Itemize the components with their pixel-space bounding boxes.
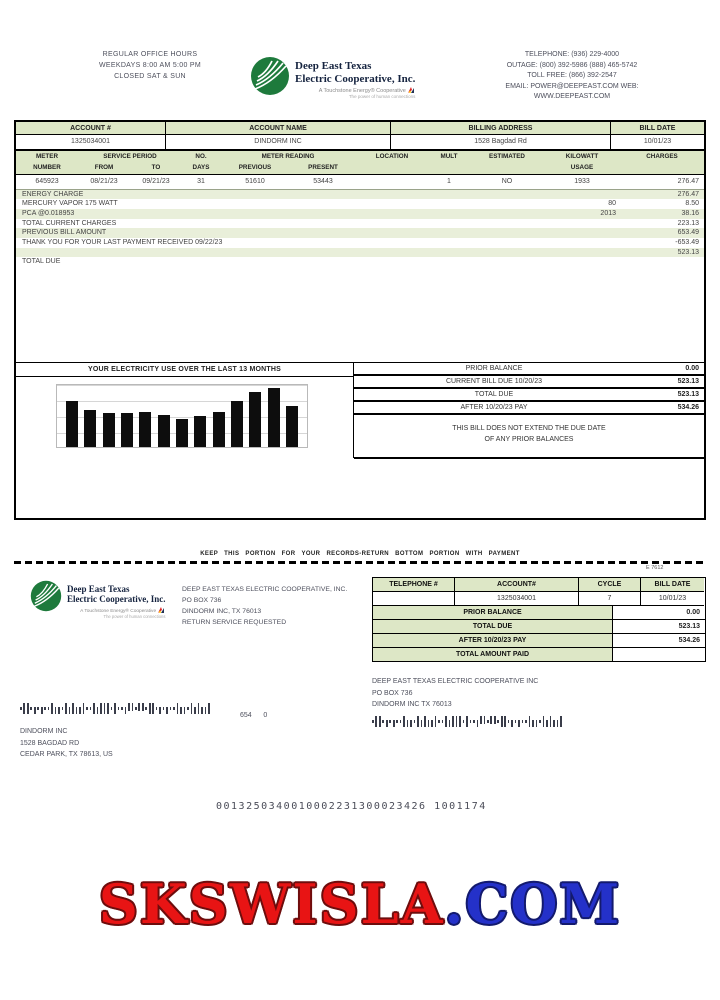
- charge-row-total-due: [16, 257, 704, 267]
- stub-return-line: PO BOX 736: [182, 596, 222, 604]
- account-name-value: DINDORM INC: [166, 135, 391, 151]
- charge-amount: 276.47: [677, 190, 699, 198]
- service-to-value: 09/21/23: [142, 177, 170, 185]
- meter-number-value: 645923: [35, 177, 59, 185]
- stub-account-header: ACCOUNT#: [455, 578, 579, 592]
- charge-label: THANK YOU FOR YOUR LAST PAYMENT RECEIVED 09/22/23: [22, 238, 223, 246]
- company-logo: [250, 56, 415, 99]
- usage-bar: [84, 410, 96, 447]
- usage-chart-area: [16, 377, 353, 457]
- watermark: [0, 872, 720, 936]
- previous-reading-value: 51610: [245, 177, 265, 185]
- chart-and-summary-band: [16, 362, 704, 458]
- billing-address-value: 1528 Bagdad Rd: [391, 135, 611, 151]
- account-name-header: ACCOUNT NAME: [166, 122, 391, 135]
- stub-logo-line1: Deep East Texas: [67, 584, 130, 594]
- logo-text: [295, 56, 415, 99]
- contact-block: [438, 50, 706, 103]
- stub-row-value: [613, 648, 705, 661]
- meter-reading-header: METER READING: [261, 152, 315, 160]
- stub-row-value: 534.26: [678, 637, 700, 644]
- summary-row-total-due: [354, 389, 704, 402]
- meter-charges-value: 276.47: [677, 177, 699, 185]
- charge-amount: 38.16: [681, 209, 699, 217]
- mult-header: MULT: [440, 152, 458, 160]
- stub-table-value-row: [373, 592, 705, 606]
- charge-label: PCA @0.018953: [22, 209, 75, 217]
- summary-label: CURRENT BILL DUE 10/20/23: [445, 378, 543, 385]
- charge-label: ENERGY CHARGE: [22, 190, 84, 198]
- stub-table-header-row: [373, 578, 705, 592]
- usage-bar: [286, 406, 298, 447]
- present-reading-value: 53443: [313, 177, 333, 185]
- usage-bar: [103, 413, 115, 447]
- stub-logo-tagline-text: A Touchstone Energy® Cooperative: [80, 608, 157, 614]
- no-days-header: NO.: [195, 152, 207, 160]
- meter-number-header2: NUMBER: [33, 163, 61, 171]
- meter-number-header: METER: [35, 152, 59, 160]
- charge-row-last-payment: [16, 238, 704, 248]
- stub-row-total-due: [373, 620, 705, 634]
- watermark-name: SKSWISLA: [98, 872, 445, 936]
- office-hours-line: WEEKDAYS 8:00 AM 5:00 PM: [99, 61, 201, 69]
- usage-bar: [121, 413, 133, 447]
- charge-row-mercury-vapor: [16, 199, 704, 209]
- usage-bar: [139, 412, 151, 447]
- stub-row-after-due: [373, 634, 705, 648]
- logo-line1: Deep East Texas: [295, 60, 372, 72]
- charge-label: TOTAL CURRENT CHARGES: [22, 219, 117, 227]
- usage-bar: [176, 419, 188, 447]
- contact-line-telephone: TELEPHONE: (936) 229-4000: [524, 51, 620, 58]
- logo-globe-icon: [250, 56, 290, 96]
- contact-line-tollfree: TOLL FREE: (866) 392-2547: [527, 72, 617, 79]
- kilowatt-usage-value: 1933: [574, 177, 590, 185]
- account-number-header: ACCOUNT #: [16, 122, 166, 135]
- stub-logo-tagline2: The power of human connections: [103, 613, 166, 619]
- stub-row-amount-paid: [373, 648, 705, 661]
- to-header: TO: [151, 163, 161, 171]
- meter-value-row: [16, 175, 704, 190]
- stub-row-prior-balance: [373, 606, 705, 620]
- intelligent-mail-barcode: [372, 716, 564, 727]
- remit-to-line: PO BOX 736: [372, 689, 413, 697]
- charge-usage: 2013: [600, 209, 616, 217]
- stub-return-address-block: [182, 585, 347, 629]
- tear-off-dashed-line: [14, 561, 706, 564]
- summary-value: 523.13: [677, 378, 699, 385]
- usage-bar: [231, 401, 243, 447]
- charge-amount: 523.13: [677, 248, 699, 256]
- kilowatt-usage-header: KILOWATT: [565, 152, 599, 160]
- summary-value: 0.00: [685, 365, 699, 372]
- estimated-value: NO: [501, 177, 513, 185]
- stub-logo-tagline: [67, 607, 165, 614]
- touchstone-energy-icon: [157, 607, 165, 614]
- stub-row-value: 523.13: [678, 623, 700, 630]
- logo-tagline-text: A Touchstone Energy® Cooperative: [318, 88, 406, 95]
- bill-table: [14, 120, 706, 520]
- charge-label: TOTAL DUE: [22, 258, 61, 266]
- contact-line-web: WWW.DEEPEAST.COM: [533, 93, 611, 100]
- stub-row-label: AFTER 10/20/23 PAY: [373, 634, 613, 647]
- customer-mailing-address: [20, 726, 113, 761]
- due-date-note-line2: OF ANY PRIOR BALANCES: [484, 435, 574, 443]
- charge-label: PREVIOUS BILL AMOUNT: [22, 229, 107, 237]
- office-hours-block: [55, 50, 245, 83]
- usage-bar: [268, 388, 280, 447]
- office-hours-line: CLOSED SAT & SUN: [114, 72, 186, 80]
- ocr-scan-line: 0013250340010002231300023426 1001174: [216, 801, 487, 812]
- stub-payment-table: [372, 577, 706, 662]
- charge-row-energy: [16, 190, 704, 200]
- mult-value: 1: [447, 177, 451, 185]
- usage-chart-cell: [16, 363, 354, 458]
- watermark-tld: .COM: [444, 872, 622, 936]
- stub-row-value: 0.00: [686, 609, 700, 616]
- stub-row-label: PRIOR BALANCE: [373, 606, 613, 619]
- stub-logo-text: [67, 580, 165, 619]
- billing-address-header: BILLING ADDRESS: [391, 122, 611, 135]
- usage-bar: [158, 415, 170, 447]
- estimated-header: ESTIMATED: [489, 152, 525, 160]
- service-from-value: 08/21/23: [90, 177, 118, 185]
- account-value-row: [16, 135, 704, 151]
- balance-summary-cell: [354, 363, 704, 458]
- charge-row-total-current: [16, 219, 704, 229]
- stub-telephone-header: TELEPHONE #: [373, 578, 455, 592]
- present-header: PRESENT: [308, 163, 338, 171]
- charge-amount: 223.13: [677, 219, 699, 227]
- usage-bar: [213, 412, 225, 447]
- mail-endorsement-code: 654 0: [240, 712, 268, 719]
- intelligent-mail-barcode: [20, 703, 212, 714]
- charge-row-subtotal: [16, 248, 704, 258]
- stub-bill-date-value: 10/01/23: [641, 592, 704, 606]
- account-number-value: 1325034001: [16, 135, 166, 151]
- office-hours-line: REGULAR OFFICE HOURS: [102, 51, 198, 58]
- summary-row-after-due-date: [354, 402, 704, 415]
- stub-row-label: TOTAL AMOUNT PAID: [373, 648, 613, 661]
- stub-return-line: RETURN SERVICE REQUESTED: [182, 618, 287, 626]
- from-header: FROM: [94, 163, 114, 171]
- location-header: LOCATION: [375, 152, 409, 160]
- stub-form-code: E 7612: [646, 565, 664, 571]
- usage-bar: [194, 416, 206, 447]
- stub-cycle-value: 7: [579, 592, 641, 606]
- logo-line2: Electric Cooperative, Inc.: [295, 72, 416, 85]
- stub-cycle-header: CYCLE: [579, 578, 641, 592]
- location-value: [356, 178, 428, 185]
- kilowatt-usage-header2: USAGE: [570, 163, 594, 171]
- due-date-note: [354, 415, 704, 459]
- bill-date-header: BILL DATE: [611, 122, 704, 135]
- usage-bar: [249, 392, 261, 447]
- stub-return-line: DEEP EAST TEXAS ELECTRIC COOPERATIVE, INC.: [182, 586, 348, 593]
- stub-telephone-value: [373, 592, 455, 606]
- charge-row-previous-bill: [16, 228, 704, 238]
- logo-tagline2: The power of human connections: [348, 94, 416, 100]
- usage-bars: [56, 384, 308, 448]
- summary-label: AFTER 10/20/23 PAY: [460, 404, 528, 411]
- summary-value: 534.26: [677, 404, 699, 411]
- no-days-value: 31: [197, 177, 205, 185]
- charge-usage: 80: [608, 200, 616, 208]
- previous-header: PREVIOUS: [238, 163, 272, 171]
- summary-row-current-bill-due: [354, 376, 704, 389]
- charges-header: CHARGES: [646, 152, 678, 160]
- account-header-row: [16, 122, 704, 135]
- contact-line-email: EMAIL: POWER@DEEPEAST.COM WEB:: [505, 82, 639, 90]
- remit-to-address-block: [372, 676, 538, 711]
- stub-return-line: DINDORM INC, TX 76013: [182, 607, 262, 615]
- remit-to-line: DEEP EAST TEXAS ELECTRIC COOPERATIVE INC: [372, 678, 539, 685]
- bill-date-value: 10/01/23: [611, 135, 704, 151]
- summary-value: 523.13: [677, 391, 699, 398]
- charge-amount: -653.49: [675, 238, 699, 246]
- keep-portion-text: KEEP THIS PORTION FOR YOUR RECORDS-RETURN BOTTOM PORTION WITH PAYMENT: [200, 551, 520, 557]
- stub-row-label: TOTAL DUE: [373, 620, 613, 633]
- usage-chart-title: YOUR ELECTRICITY USE OVER THE LAST 13 MONTHS: [16, 363, 353, 377]
- summary-row-prior-balance: [354, 363, 704, 376]
- summary-label: PRIOR BALANCE: [465, 365, 523, 372]
- stub-logo-line2: Electric Cooperative, Inc.: [67, 594, 166, 605]
- logo-globe-icon: [30, 580, 62, 612]
- charge-amount: 653.49: [677, 229, 699, 237]
- remit-to-line: DINDORM INC TX 76013: [372, 701, 452, 709]
- charge-label: MERCURY VAPOR 175 WATT: [22, 200, 118, 208]
- customer-address-line: DINDORM INC: [20, 728, 68, 735]
- due-date-note-line1: THIS BILL DOES NOT EXTEND THE DUE DATE: [452, 425, 606, 432]
- customer-address-line: 1528 BAGDAD RD: [20, 739, 80, 747]
- stub-bill-date-header: BILL DATE: [641, 578, 704, 592]
- usage-bar: [66, 401, 78, 447]
- touchstone-energy-icon: [407, 87, 415, 94]
- service-period-header: SERVICE PERIOD: [103, 152, 157, 160]
- logo-tagline: [295, 87, 415, 94]
- stub-account-value: 1325034001: [455, 592, 579, 606]
- meter-header-row: [16, 151, 704, 175]
- charge-amount: 8.50: [685, 200, 699, 208]
- contact-line-outage: OUTAGE: (800) 392-5986 (888) 465-5742: [506, 61, 638, 69]
- customer-address-line: CEDAR PARK, TX 78613, US: [20, 751, 113, 759]
- charge-row-pca: [16, 209, 704, 219]
- stub-company-logo: [30, 580, 165, 619]
- summary-label: TOTAL DUE: [474, 391, 514, 398]
- no-days-header2: DAYS: [192, 163, 210, 171]
